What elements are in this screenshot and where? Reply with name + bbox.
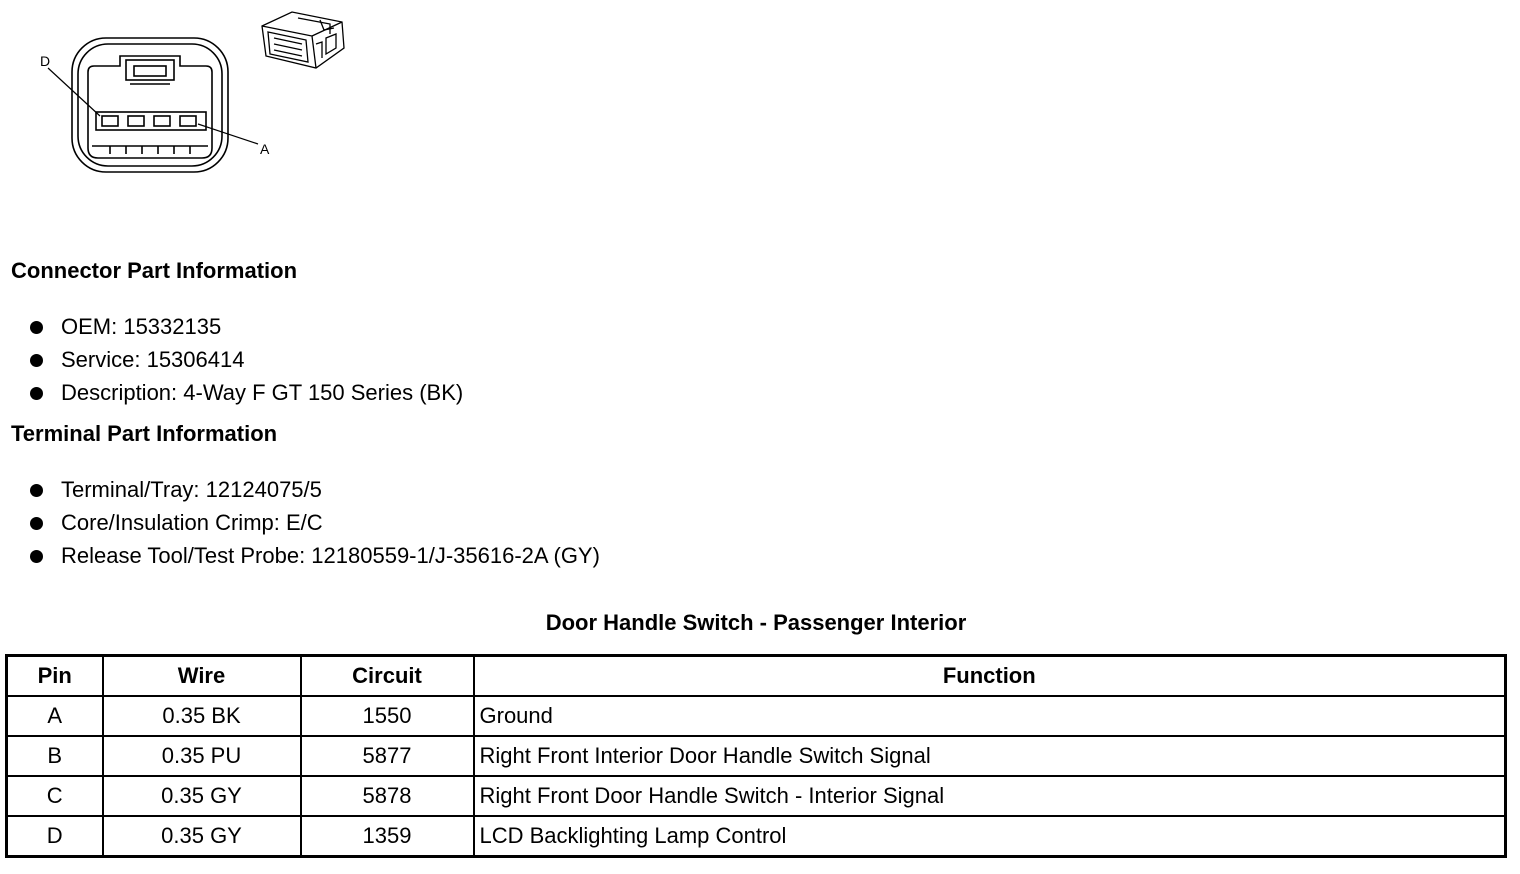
connector-oem: OEM: 15332135 [61,314,222,339]
terminal-tray: Terminal/Tray: 12124075/5 [61,477,322,502]
table-row [7,736,1506,776]
cell-wire: 0.35 GY [103,816,301,857]
cell-circuit: 5878 [301,776,474,816]
connector-diagram [30,8,360,188]
cell-pin: D [7,816,103,857]
pin-label-d: D [40,53,51,69]
table-row [7,776,1506,816]
list-item [30,473,600,506]
list-item [30,376,463,409]
bullet-icon [30,354,43,367]
bullet-icon [30,484,43,497]
connector-part-list [30,310,463,409]
table-row [7,816,1506,857]
cell-function: LCD Backlighting Lamp Control [474,816,1506,857]
connector-isometric-view [262,12,344,68]
cell-wire: 0.35 PU [103,736,301,776]
connector-part-heading: Connector Part Information [11,258,298,283]
terminal-release-tool: Release Tool/Test Probe: 12180559-1/J-35616-2A (GY) [61,543,600,568]
list-item [30,310,463,343]
cell-pin: C [7,776,103,816]
terminal-crimp: Core/Insulation Crimp: E/C [61,510,323,535]
table-row [7,696,1506,736]
cell-wire: 0.35 BK [103,696,301,736]
cell-wire: 0.35 GY [103,776,301,816]
list-item [30,539,600,572]
connector-description: Description: 4-Way F GT 150 Series (BK) [61,380,464,405]
pin-label-a: A [260,141,270,157]
bullet-icon [30,517,43,530]
bullet-icon [30,550,43,563]
cell-function: Right Front Interior Door Handle Switch Signal [474,736,1506,776]
cell-pin: B [7,736,103,776]
pinout-table [5,654,1507,858]
header-function: Function [474,656,1506,697]
list-item [30,506,600,539]
table-title: Door Handle Switch - Passenger Interior [545,610,967,635]
terminal-part-list [30,473,600,572]
connector-face-view [48,38,258,172]
cell-circuit: 1359 [301,816,474,857]
cell-pin: A [7,696,103,736]
header-pin: Pin [7,656,103,697]
cell-function: Ground [474,696,1506,736]
table-header-row [7,656,1506,697]
header-circuit: Circuit [301,656,474,697]
connector-service: Service: 15306414 [61,347,245,372]
bullet-icon [30,321,43,334]
header-wire: Wire [103,656,301,697]
cell-circuit: 1550 [301,696,474,736]
list-item [30,343,463,376]
bullet-icon [30,387,43,400]
cell-function: Right Front Door Handle Switch - Interior Signal [474,776,1506,816]
terminal-part-heading: Terminal Part Information [11,421,278,446]
cell-circuit: 5877 [301,736,474,776]
